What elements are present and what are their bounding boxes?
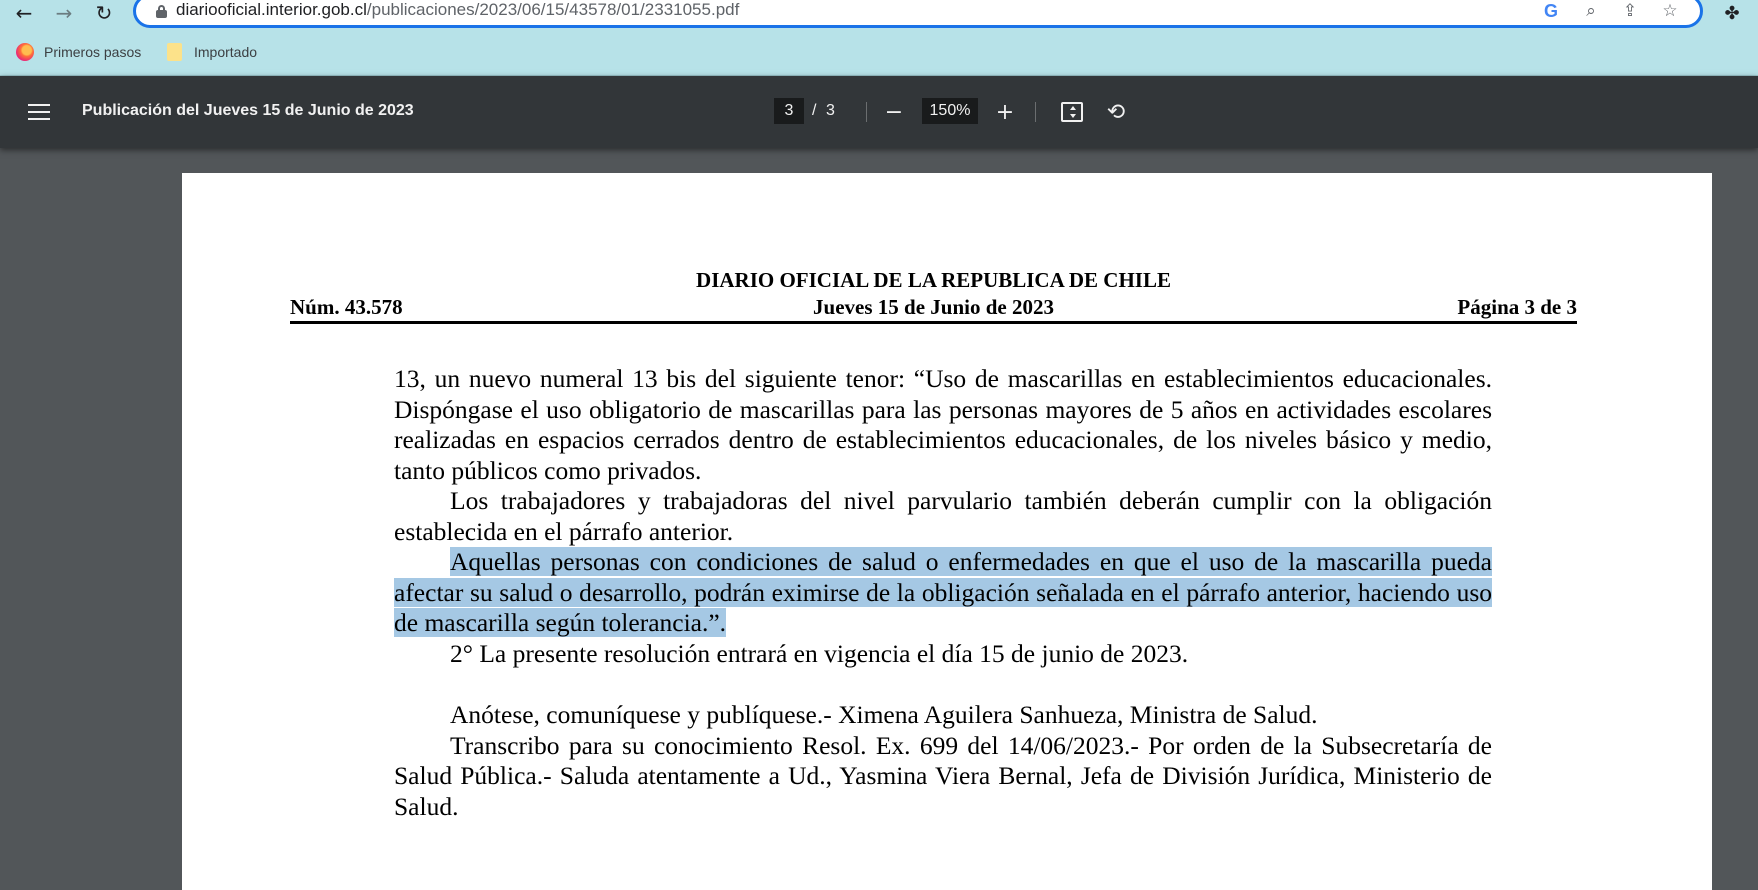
arrow-right-icon: → bbox=[55, 1, 73, 25]
paragraph: Anótese, comuníquese y publíquese.- Ximena Aguilera Sanhueza, Ministra de Salud. bbox=[450, 700, 1318, 729]
pdf-page bbox=[182, 173, 1712, 890]
url-text: diariooficial.interior.gob.cl/publicaciones/2023/06/15/43578/01/2331055.pdf bbox=[176, 0, 740, 19]
page-label: Página 3 de 3 bbox=[1457, 295, 1577, 319]
bookmark-star-icon[interactable]: ☆ bbox=[1662, 1, 1678, 21]
zoom-out-button[interactable] bbox=[880, 98, 908, 126]
document-title: Publicación del Jueves 15 de Junio de 2023 bbox=[82, 102, 414, 119]
zoom-input[interactable]: 150% bbox=[922, 98, 978, 124]
issue-number: Núm. 43.578 bbox=[290, 295, 403, 319]
header-title: DIARIO OFICIAL DE LA REPUBLICA DE CHILE bbox=[696, 268, 1171, 292]
pdf-toolbar bbox=[0, 76, 1758, 148]
page-separator: / bbox=[812, 102, 817, 119]
reload-icon: ↻ bbox=[95, 1, 113, 25]
bookmark-primeros-pasos[interactable] bbox=[16, 43, 141, 61]
plus-icon: + bbox=[995, 99, 1015, 125]
issue-date: Jueves 15 de Junio de 2023 bbox=[813, 295, 1054, 319]
page-total: 3 bbox=[826, 102, 835, 119]
zoom-icon[interactable]: ⌕ bbox=[1586, 1, 1596, 21]
share-icon[interactable]: ⇪ bbox=[1622, 1, 1638, 21]
url-input[interactable] bbox=[133, 0, 1703, 28]
text-selection: Aquellas personas con condiciones de salud o enfermedades en que el uso de la mascarilla pueda afectar su salud o desarrollo, podrán eximirse de la obligación señalada en el párrafo anterior, haciendo uso de mascarilla según tolerancia.”. bbox=[394, 547, 1492, 637]
forward-button[interactable] bbox=[50, 0, 78, 26]
address-bar bbox=[0, 0, 1758, 32]
zoom-in-button[interactable] bbox=[991, 98, 1019, 126]
minus-icon: − bbox=[884, 99, 904, 125]
google-icon[interactable]: G bbox=[1543, 0, 1558, 21]
divider bbox=[866, 102, 867, 122]
paragraph: Los trabajadores y trabajadoras del nivel parvulario también deberán cumplir con la obligación establecida en el párrafo anterior. bbox=[394, 486, 1492, 546]
back-button[interactable] bbox=[10, 0, 38, 26]
fit-page-icon[interactable] bbox=[1061, 102, 1083, 122]
bookmark-label: Importado bbox=[194, 44, 258, 60]
page-number-input[interactable]: 3 bbox=[774, 98, 804, 124]
firefox-icon bbox=[16, 43, 34, 61]
extensions-icon[interactable]: ✤ bbox=[1724, 2, 1740, 24]
paragraph: Transcribo para su conocimiento Resol. Ex. 699 del 14/06/2023.- Por orden de la Subsecretaría de Salud Pública.- Saluda atentamente a Ud., Yasmina Viera Bernal, Jefa de División Jurídica, Ministerio de Salud. bbox=[394, 730, 1492, 821]
bookmark-importado[interactable] bbox=[167, 43, 257, 61]
paragraph: 13, un nuevo numeral 13 bis del siguiente tenor: “Uso de mascarillas en establecimientos educacionales. Dispóngase el uso obligatorio de mascarillas para las personas mayores de 5 años en actividades escolares realizadas en espacios cerrados dentro de establecimientos educacionales, de los niveles básico y medio, tanto públicos como privados. bbox=[394, 364, 1492, 485]
paragraph-highlighted bbox=[394, 547, 1492, 639]
folder-icon bbox=[167, 43, 182, 61]
paragraph: 2° La presente resolución entrará en vigencia el día 15 de junio de 2023. bbox=[450, 638, 1189, 668]
lock-icon bbox=[156, 5, 167, 18]
rotate-button[interactable] bbox=[1102, 98, 1130, 126]
menu-icon[interactable] bbox=[28, 104, 50, 120]
rotate-icon: ⟲ bbox=[1106, 99, 1126, 125]
document-body bbox=[394, 364, 1492, 822]
reload-button[interactable] bbox=[90, 0, 118, 26]
divider bbox=[1035, 102, 1036, 122]
bookmarks-bar bbox=[0, 32, 1758, 76]
document-header bbox=[290, 268, 1577, 324]
bookmark-label: Primeros pasos bbox=[44, 44, 142, 60]
arrow-left-icon: ← bbox=[15, 1, 33, 25]
